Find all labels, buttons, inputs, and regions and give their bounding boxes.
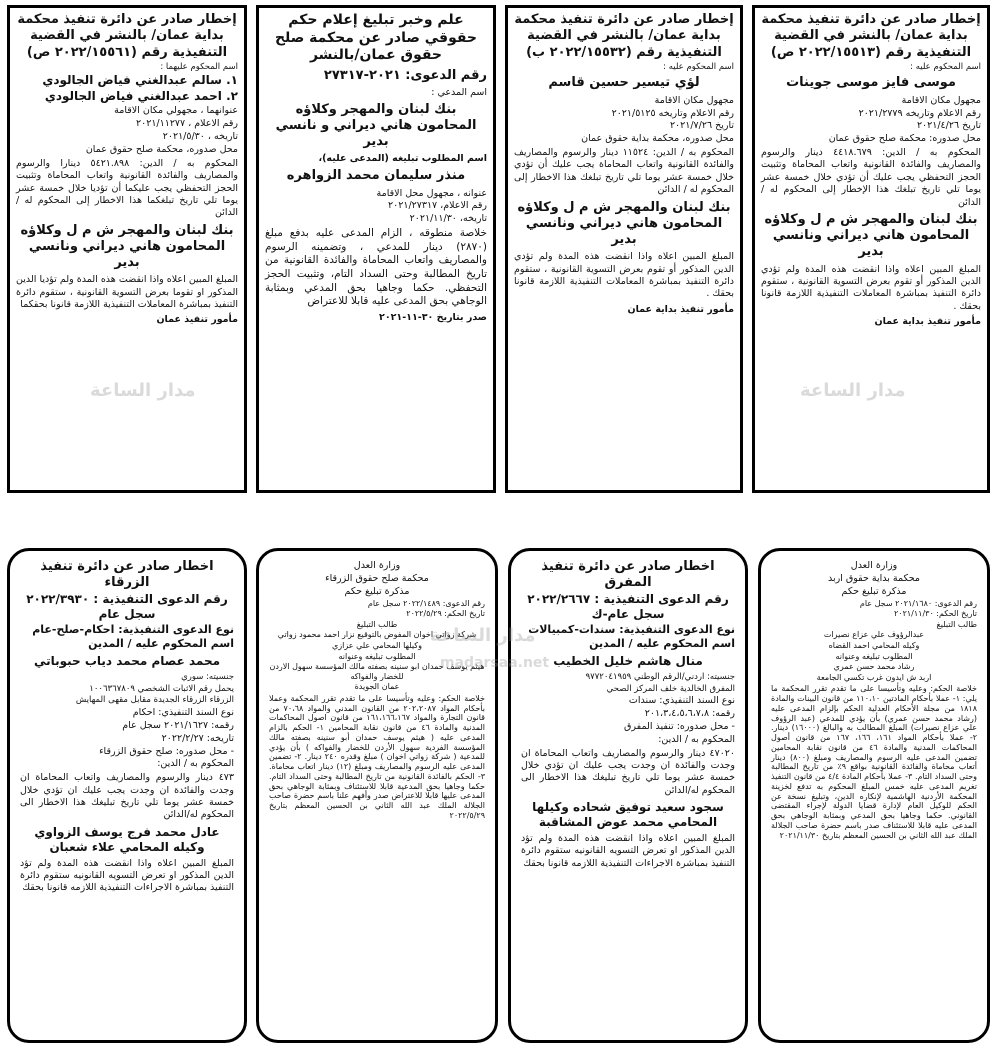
debtor-name-1: ١. سالم عبدالغني فياض الجالودي <box>42 73 238 88</box>
creditor-name: سجود سعيد توفيق شحاده وكيلها المحامي محمد عوض المشاقبة <box>532 800 724 830</box>
notice-body-2: المبلغ المبين اعلاه واذا انقضت هذه المدة ولم تؤدي الدين المذكور أو تقوم بعرض التسوية القانونية ، ستقوم دائرة التنفيذ بمباشرة المعاملات التنفيذية اللازمة قانونا بحقك . <box>761 263 981 312</box>
address-line: عنوانه ، مجهول محل الاقامة <box>376 187 487 199</box>
issuing-court: محل صدوره، محكمة بداية حقوق عمان <box>581 133 734 145</box>
address-line: مجهول مكان الاقامة <box>654 94 734 106</box>
instrument-date: تاريخه: ٢٠٢٢/٢/٢٧ <box>161 732 234 744</box>
address-line: عنوانهما ، مجهولي مكان الاقامة <box>114 105 238 117</box>
case-number: رقم الدعوى: ٢٠٢١-٢٧٣١٧ <box>323 67 487 83</box>
requester-name: عبدالرؤوف علي عزاع نصيرات <box>823 630 925 640</box>
notice-zarqa-judgment <box>256 548 498 1043</box>
notice-title: إخطار صادر عن دائرة تنفيذ محكمة بداية عمان/ بالنشر في القضية التنفيذية رقم (٢٠٢٢/١٥٥٦١ ص) <box>17 12 237 60</box>
notice-title: علم وخبر تبليغ إعلام حكم حقوقي صادر عن محكمة صلح حقوق عمان/بالنشر <box>274 12 478 63</box>
label-debtor: اسم المحكوم عليه : <box>663 61 734 72</box>
notice-body: المحكوم به / الدين: ١١٥٢٤ دينار والرسوم والمصاريف والفائدة القانونية واتعاب المحاماة يجب عليك أن تؤدي خلال خمسة عشر يوما تلي تاريخ تبلغك هذا الاخطار إلى المحكوم له / الدائن <box>514 147 735 196</box>
watermark: مدار الساعة <box>800 380 906 401</box>
label-debt: المحكوم به / الدين: <box>658 733 735 745</box>
issuing-court: محل صدوره: محكمة صلح حقوق عمان <box>828 133 981 145</box>
label-requester: طالب التبليغ <box>936 619 977 629</box>
watermark: madarsaa.net <box>440 655 550 671</box>
label-recipient: المطلوب تبليغه وعنوانه <box>835 651 913 661</box>
judgment-number: رقم الاعلام وتاريخه ٢٠٢١/٢٧٧٩ <box>858 107 981 119</box>
recipient-address: اربد ش ايدون غرب تكسي الجامعة <box>816 672 932 682</box>
label-requester: طالب التبليغ <box>356 619 398 629</box>
address-line: مجهول مكان الاقامة <box>901 94 981 106</box>
court-header: محكمة صلح حقوق الزرقاء <box>325 572 429 584</box>
instrument-number: رقمه: ٢٠٢١/١٦٢٧ سجل عام <box>122 719 234 731</box>
notice-title: اخطار صادر عن دائرة تنفيذ المفرق <box>541 559 715 591</box>
notice-body: ٤٧٠٢٠ دينار والرسوم والمصاريف واتعاب المحاماة ان وجدت والفائدة ان وجدت يجب عليك ان تؤدي خلال خمسة عشر يوما تلي تاريخ تبليغك هذا الاخطار الى المحكوم له/الدائن <box>521 747 735 796</box>
notice-footer: مأمور تنفيذ بداية عمان <box>627 303 734 315</box>
debtor-name: لؤي تيسير حسين قاسم <box>548 75 700 91</box>
id-line: يحمل رقم الاثبات الشخصي ١٠٠٦٣٦٧٨٠٩ <box>89 683 234 694</box>
label-debt: المحكوم به / الدين: <box>157 758 234 770</box>
notice-mafraq-2667 <box>508 548 748 1043</box>
notice-zarqa-3930 <box>7 548 247 1043</box>
issuing-court: محل صدوره، محكمة صلح حقوق عمان <box>85 144 238 155</box>
court-header: محكمة بداية حقوق اربد <box>828 572 920 584</box>
ministry-header: وزارة العدل <box>353 560 401 571</box>
creditor-name: بنك لبنان والمهجر ش م ل وكلاؤه المحامون هاني ديراني ونانسي بدير <box>20 222 234 271</box>
requester-name: شركة زواتي اخوان المفوض بالتوقيع نزار احمد محمود زواتي <box>277 630 477 640</box>
notice-irbid-judgment <box>758 548 990 1043</box>
judgment-date: تاريخ ٢٠٢١/٧/٢٦ <box>669 120 734 132</box>
notice-footer: مأمور تنفيذ عمان <box>156 314 238 326</box>
notice-body-2: المبلغ المبين اعلاه واذا انقضت هذه المدة ولم تؤديا الدين المذكور او تقوما بعرض التسوية القانونية ، ستقوم دائرة التنفيذ بمباشرة المعاملات التنفيذية اللازمة قانونا بحقكما <box>16 274 238 311</box>
notice-title: اخطار صادر عن دائرة تنفيذ الزرقاء <box>40 559 214 591</box>
recipient-name: هيثم يوسف حمدان ابو سنينه بصفته مالك المؤسسة سهول الاردن للخضار والفواكه <box>269 662 485 681</box>
case-type: نوع الدعوى التنفيذية: احكام-صلح-عام <box>32 622 234 636</box>
case-number: رقم الدعوى التنفيذية : ٢٠٢٢/٣٩٣٠ سجل عام <box>26 591 228 621</box>
case-number: رقم الدعوى التنفيذية : ٢٠٢٢/٢٦٦٧ سجل عام-ك <box>527 591 729 621</box>
notice-body: المحكوم به / الدين: ٥٤٢١.٨٩٨ دينارا والرسوم والمصاريف والفائدة القانونية واتعاب المحاماة وتثبيت الحجز التحفظي يجب عليكما أن تؤديا خلال خمسة عشر يوما تلي تاريخ تبلغكما هذا الاخطار إلى المحكوم له / الدائن <box>16 157 239 219</box>
nationality-line: جنسيته: سوري <box>181 672 234 682</box>
debtor-name: محمد عصام محمد دياب حبوباتي <box>33 654 221 668</box>
notice-body-2: المبلغ المبين اعلاه واذا انقضت هذه المدة ولم تؤدي الدين المذكور أو تقوم بعرض التسوية القانونية ، ستقوم دائرة التنفيذ بمباشرة المعاملات التنفيذية اللازمة قانونا بحقك . <box>514 251 734 300</box>
creditor-name: عادل محمد فرج يوسف الزواوي وكيله المحامي علاء شعبان <box>34 824 220 854</box>
notice-body: خلاصة منطوقه ، الزام المدعى عليه بدفع مبلغ (٢٨٧٠) دينار للمدعي ، وتضمينه الرسوم والمصاريف واتعاب المحاماة والفائدة القانونية من تاريخ المطالبة وحتى السداد التام، وتثبيت الحجز التحفظي. حكما وجاهيا بحق المدعي وبمثابة الوجاهي بحق المدعى عليه قابلا للاعتراض <box>265 227 487 308</box>
watermark: مدار الساعة <box>430 625 536 646</box>
label-plaintiff: اسم المدعي : <box>431 86 487 98</box>
judgment-number: رقم الاعلام، ٢٠٢١/٢٧٣١٧ <box>388 200 487 212</box>
issuing-place: - محل صدوره: صلح حقوق الزرقاء <box>99 745 234 757</box>
label-defendant: اسم المطلوب تبليغه (المدعى عليه)، <box>318 153 487 165</box>
judgment-date: تاريخه، ٢٠٢١/١١/٣٠ <box>409 213 487 225</box>
address-line: الزرقاء الزرقاء الجديدة مقابل مقهى المهايش <box>75 695 234 706</box>
judgment-date: تاريخ ٢٠٢١/٤/٢٦ <box>916 120 981 132</box>
judgment-date: تاريخ الحكم: ٢٠٢٢/٥/٢٩ <box>406 609 485 619</box>
memo-header: مذكرة تبليغ حكم <box>344 585 410 597</box>
label-recipient: المطلوب تبليغه وعنوانه <box>338 651 416 661</box>
notice-title: إخطار صادر عن دائرة تنفيذ محكمة بداية عمان/ بالنشر في القضية التنفيذية رقم (٢٠٢٢/١٥٥١٣ ص) <box>761 12 981 60</box>
plaintiff-name: بنك لبنان والمهجر وكلاؤه المحامون هاني ديراني و نانسي بدير <box>275 101 477 150</box>
judgment-summary: خلاصة الحكم: وعليه وتأسيسا على ما تقدم تقرر المحكمة وعملا بأحكام المواد ٢٠٢،٢٠٨٧ من القانون المدني والمواد ٧٠،٦٨ من قانون التجارة والمواد ١٦١،١٦٦،١٦٧ من قانون اصول المحاكمات المدنية والمادة ٤٦ من قانون نقابة المحامين ١- الحكم بالزام المدعى عليه ( هيثم يوسف حمدان أبو سنينه بصفته مالك المؤسسة الفردية سهول الأردن للخضار والفواكه ) بأن يؤدي للمدعية ( شركة زواتي اخوان ) مبلغ وقدره ٢٤٠ دينار. ٢- تضمين المدعى عليه الرسوم والمصاريف ومبلغ (١٢) دينار اتعاب محاماة. ٣- الحكم بالفائدة القانونية من تاريخ المطالبة وحتى السداد التام. حكما وجاهيا بحق المدعية قابلا للاستئناف وبمثابة الوجاهي بحق المدعى عليها قابلا للاعتراض صدر وأفهم علنا باسم حضرة صاحب الجلالة الملك عبد الله الثاني بن الحسين المعظم بتاريخ ٢٠٢٢/٥/٢٩ <box>269 693 486 820</box>
debtor-name-2: ٢. احمد عبدالغني فياض الجالودي <box>44 89 238 104</box>
notice-body: ٤٧٣ دينار والرسوم والمصاريف واتعاب المحاماة ان وجدت والفائدة ان وجدت يجب عليك ان تؤدي خلال خمسة عشر يوما تلي تاريخ تبليغك هذا الاخطار الى المحكوم له/الدائن <box>20 772 234 821</box>
notice-body: المحكوم به / الدين: ٤٤١٨.٦٧٩ دينار والرسوم والمصاريف والفائدة القانونية واتعاب المحاماة وتثبيت الحجز التحفظي يجب عليك أن تؤدي خلال خمسة عشر يوما تلي تاريخ تبلغك هذا الإخطار إلى المحكوم له / الدائن <box>761 147 981 208</box>
notice-body-2: المبلغ المبين اعلاه واذا انقضت هذه المدة ولم تؤد الدين المذكور او تعرض التسويه القانونيه ستقوم دائرة التنفيذ بمباشرة الاجراءات التنفيذية اللازمه قانونا بحقك <box>521 833 735 869</box>
ministry-header: وزارة العدل <box>850 560 898 571</box>
notice-body-2: المبلغ المبين اعلاه واذا انقضت هذه المدة ولم تؤد الدين المذكور او تعرض التسويه القانونيه ستقوم دائرة التنفيذ بمباشرة الاجراءات التنفيذية اللازمه قانونا بحقك <box>20 857 234 894</box>
judgment-summary: خلاصة الحكم: وعليه وتأسيسا على ما تقدم تقرر المحكمة ما يلي: ١- عملا بأحكام المادتين ١١٠،١٠ من قانون البينات والمادة ١٨١٨ من مجلة الأحكام العدلية الحكم بإلزام المدعى عليه (رشاد محمد حسن عمري) بأن يؤدي للمدعي (عبد الرؤوف علي عزاع نصيرات) المبلغ المطالب به والبالغ (١٦٠٠٠) دينار. ٢- عملا بأحكام المواد ١٦١، ١٦٦، ١٦٧ من قانون أصول المحاكمات المدنية والمادة ٤٦ من قانون نقابة المحامين تضمين المدعى عليه الرسوم والمصاريف ومبلغ (٨٠٠) دينار أتعاب محاماة والفائدة القانونية بواقع ٩٪ من تاريخ المطالبة وحتى السداد التام. ٣- عملا بأحكام المادة ٤/٤ من قانون التنفيذ تغريم المدعى عليه خمس المبلغ المحكوم به تدفع لخزينة المحكمة الأردنية الهاشمية لإنكاره الدين، وتبليغ نسخة عن الحكم للوكيل العام لإدارة قضايا الدولة لإجراء المقتضى القانوني. حكما وجاهيا بحق المدعي وبمثابة الوجاهي بحق المدعى عليه قابلا للاستئناف صدر باسم حضرة صاحب الجلالة الملك عبد الله الثاني بن الحسين المعظم بتاريخ ٢٠٢١/١١/٣٠ <box>771 684 978 840</box>
debtor-name: موسى فايز موسى جوينات <box>786 75 956 91</box>
case-number: رقم الدعوى: ٢٠٢١/١٦٨٠ سجل عام <box>859 598 977 608</box>
label-debtor: اسم المحكوم عليه / المدين <box>88 637 234 651</box>
issuing-place: - محل صدوره: تنفيذ المفرق <box>624 721 735 732</box>
address-line: المفرق الخالدية خلف المركز الصحي <box>606 683 735 694</box>
watermark: مدار الساعة <box>90 380 196 401</box>
recipient-name: رشاد محمد حسن عمري <box>833 662 915 672</box>
notice-amman-15513 <box>752 5 990 493</box>
judgment-number: رقم الاعلام ، ٢٠٢١/١١٢٧٧ <box>136 118 238 130</box>
debtor-name: منال هاشم خليل الخطيب <box>553 654 703 668</box>
case-number: رقم الدعوى: ٢٠٢٢/١٤٨٩ سجل عام <box>367 598 485 608</box>
defendant-name: منذر سليمان محمد الزواهره <box>286 168 466 184</box>
notice-footer: صدر بتاريخ ٣٠-١١-٢٠٢١ <box>379 311 487 323</box>
recipient-address: عمان الجويدة <box>354 682 400 692</box>
memo-header: مذكرة تبليغ حكم <box>841 585 907 597</box>
label-debtors: اسم المحكوم عليهما : <box>160 61 238 72</box>
notice-judgment-27317 <box>256 5 496 493</box>
notice-amman-15532 <box>505 5 743 493</box>
creditor-name: بنك لبنان والمهجر ش م ل وكلاؤه المحامون هاني ديراني ونانسي بدير <box>517 199 731 247</box>
notice-title: إخطار صادر عن دائرة تنفيذ محكمة بداية عمان/ بالنشر في القضية التنفيذية رقم (٢٠٢٢/١٥٥٣٢ ب) <box>514 12 734 60</box>
judgment-date: تاريخه ، ٢٠٢١/٥/٣٠ <box>162 131 238 143</box>
judgment-number: رقم الاعلام وتاريخه ٢٠٢١/٥١٢٥ <box>611 107 734 119</box>
notice-footer: مأمور تنفيذ بداية عمان <box>874 315 981 327</box>
label-debtor: اسم المحكوم عليه : <box>910 61 981 72</box>
instrument-type: نوع السند التنفيذي: سندات <box>628 695 735 707</box>
instrument-type: نوع السند التنفيذي: احكام <box>132 706 234 718</box>
notice-amman-15561 <box>7 5 247 493</box>
requester-lawyer: وكيله المحامي احمد القضاه <box>828 641 920 650</box>
nationality-line: جنسيته: اردني/الرقم الوطني ٩٧٧٢٠٤١٩٥٩ <box>585 672 735 682</box>
judgment-date: تاريخ الحكم: ٢٠٢١/١١/٣٠ <box>893 609 977 619</box>
requester-lawyer: وكيلها المحامي علي عزازي <box>332 641 422 650</box>
label-debtor: اسم المحكوم عليه / المدين <box>589 637 735 651</box>
case-type: نوع الدعوى التنفيذية: سندات-كمبيالات <box>528 622 735 636</box>
instrument-number: رقمه: ٢٠١،٣،٤،٥،٦،٧،٨ <box>644 708 735 720</box>
creditor-name: بنك لبنان والمهجر ش م ل وكلاؤه المحامون هاني ديراني ونانسي بدير <box>764 211 978 260</box>
